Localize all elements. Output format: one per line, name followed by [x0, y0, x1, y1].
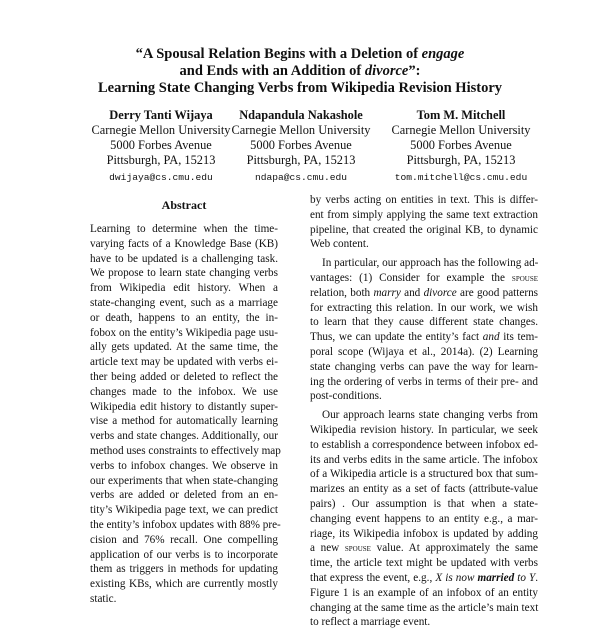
abstract-line: cision and 76% recall. One compelling — [90, 533, 278, 546]
body-line: ing the ordering of verbs in terms of their pre- and — [310, 375, 538, 388]
body-line: for extracting this relation. In our work, we wish — [310, 301, 538, 314]
body-line: by verbs acting on entities in text. This is differ- — [310, 194, 538, 206]
abstract-line: article text may be updated with verbs ei- — [90, 356, 278, 369]
body-line: changing at the same time as the article’s main text — [310, 601, 539, 614]
author-affiliation: Carnegie Mellon University — [91, 123, 231, 137]
abstract-line: or death, happens to an entity, the in- — [90, 311, 278, 324]
author-name: Ndapandula Nakashole — [239, 108, 363, 122]
title-line-2: and Ends with an Addition of — [179, 63, 362, 79]
author-email: ndapa@cs.cmu.edu — [254, 172, 348, 183]
body-line: In particular, our approach has the following ad- — [322, 257, 539, 270]
body-line: to learn that they cause different state changes. — [310, 316, 538, 329]
title-line-2-end: ”: — [408, 63, 421, 79]
title-line-1: “A Spousal Relation Begins with a Deletion of — [135, 46, 419, 62]
abstract-line: existing KBs, which are currently mostly — [90, 578, 278, 591]
abstract-body — [90, 222, 281, 607]
author-email: dwijaya@cs.cmu.edu — [109, 172, 213, 183]
abstract-line: static. — [90, 592, 117, 605]
author-address: 5000 Forbes Avenue — [250, 138, 352, 152]
abstract-line: changes made to the infobox. We use — [90, 385, 278, 398]
abstract-line: our experiments that when state-changing — [90, 474, 278, 487]
title-word-engage: engage — [421, 46, 465, 62]
body-line: marizes an entity as a set of facts (attribute-value — [310, 483, 538, 496]
author-city: Pittsburgh, PA, 15213 — [246, 153, 356, 167]
author-email: tom.mitchell@cs.cmu.edu — [394, 172, 528, 183]
body-line: vantages: (1) Consider for example the spouse — [310, 271, 538, 284]
body-line: Our approach learns state changing verbs from — [322, 409, 538, 422]
abstract-line: We propose to learn state changing verbs — [90, 267, 278, 280]
body-line: Web content. — [310, 238, 369, 251]
abstract-line: them as triggers in methods for updating — [90, 563, 278, 576]
intro-body — [310, 193, 538, 630]
author-name: Tom M. Mitchell — [416, 108, 506, 122]
author-city: Pittsburgh, PA, 15213 — [406, 153, 516, 167]
abstract-line: tity’s Wikipedia page text, we can predict — [90, 504, 278, 517]
title-line-3: Learning State Changing Verbs from Wikipedia Revision History — [97, 80, 503, 96]
abstract-line: verbs are added or deleted from an en- — [90, 489, 278, 502]
body-line: to establish a correspondence between infobox ed- — [310, 438, 538, 451]
author-address: 5000 Forbes Avenue — [410, 138, 512, 152]
author-block-wijaya — [76, 108, 246, 184]
body-line: state changing verbs can pave the way for learn- — [310, 360, 538, 373]
title-word-divorce: divorce — [364, 63, 409, 79]
author-affiliation: Carnegie Mellon University — [391, 123, 531, 137]
body-line: changing event happens to an entity e.g., a mar- — [310, 512, 538, 525]
body-line: a new spouse value. At approximately the same — [310, 542, 539, 555]
abstract-line: have to be updated is a challenging task. — [90, 252, 278, 265]
abstract-heading: Abstract — [161, 198, 207, 212]
body-line: pipeline, that created the original KB, to dynamic — [310, 223, 538, 236]
body-line: relation, both marry and divorce are good patterns — [310, 286, 539, 299]
body-line: post-conditions. — [310, 390, 382, 403]
author-city: Pittsburgh, PA, 15213 — [106, 153, 216, 167]
abstract-line: Wikipedia edit history to distantly super- — [90, 400, 278, 413]
author-block-nakashole — [226, 108, 376, 184]
body-line: of a Wikipedia article is a structured box that sum- — [310, 468, 538, 481]
abstract-line: Learning to determine when the time- — [90, 223, 278, 235]
author-address: 5000 Forbes Avenue — [110, 138, 212, 152]
paper-title — [40, 46, 560, 97]
author-name: Derry Tanti Wijaya — [109, 108, 213, 122]
body-line: that express the event, e.g., X is now married to Y. — [310, 571, 539, 584]
body-line: pairs) . Our assumption is that when a state- — [310, 497, 538, 510]
body-line: Figure 1 is an example of an infobox of an entity — [310, 586, 538, 599]
body-line: Wikipedia revision history. In particular, we seek — [310, 423, 538, 436]
body-line: ent from simply applying the same text extraction — [310, 208, 538, 221]
abstract-line: vise a method for automatically learning — [90, 415, 278, 428]
body-line: riage, its Wikipedia infobox is updated by adding — [310, 527, 538, 540]
abstract-line: method uses constraints to effectively map — [90, 444, 281, 457]
author-affiliation: Carnegie Mellon University — [231, 123, 371, 137]
abstract-line: state-changing event, such as a marriage — [90, 296, 278, 309]
abstract-line: verbs and state changes. Additionally, our — [90, 430, 278, 443]
abstract-line: ther being added or deleted to reflect the — [90, 370, 278, 383]
abstract-line: fobox on the entity’s Wikipedia page usu- — [90, 326, 278, 339]
abstract-line: verbs to infobox changes. We observe in — [90, 459, 278, 472]
abstract-line: ally gets updated. At the same time, the — [90, 341, 278, 354]
abstract-line: from Wikipedia edit history. When a — [90, 282, 278, 295]
author-block-mitchell — [376, 108, 546, 184]
abstract-line: application of our verbs is to incorporate — [90, 548, 278, 561]
body-line: its and verbs edits in the same article. The infobox — [310, 453, 538, 466]
abstract-line: the entity’s infobox updates with 88% pre- — [90, 518, 281, 531]
body-line: poral scope (Wijaya et al., 2014a). (2) Learning — [310, 345, 538, 358]
body-line: time, the article text might be updated with verbs — [310, 557, 538, 570]
abstract-line: varying facts of a Knowledge Base (KB) — [90, 237, 278, 250]
body-line: Thus, we can update the entity’s fact and its tem- — [310, 331, 539, 344]
body-line: to reflect a marriage event. — [310, 616, 431, 629]
